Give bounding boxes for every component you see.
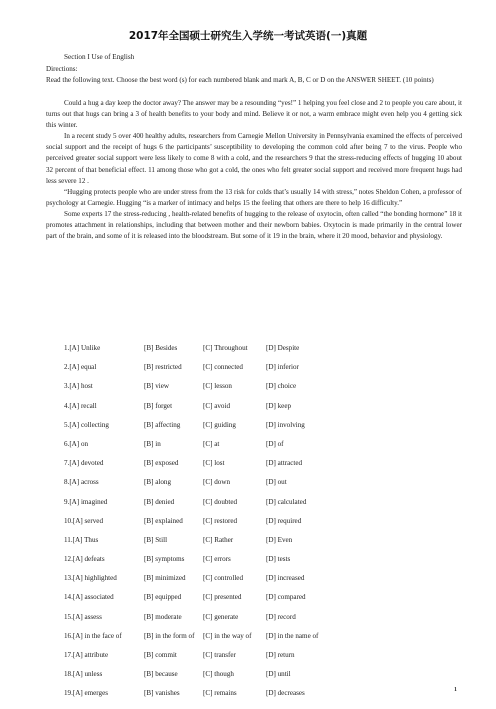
option-a: 19.[A] emerges — [64, 689, 108, 698]
directions-text: Read the following text. Choose the best word (s) for each numbered blank and mark A, B, C or D on the ANSWER SHEET. (10 points) — [46, 76, 434, 85]
option-c: [C] doubted — [203, 497, 238, 506]
option-row — [64, 382, 444, 401]
paragraph-4: Some experts 17 the stress-reducing , health-related benefits of hugging to the release of oxytocin, often called “the bonding hormone” 18 it promotes attachment in relationships, including that between mother and their newborn babies. Oxytocin is made primarily in the central lower part of the brain, and some of it is released into the bloodstream. But some of it 19 in the brain, where it 20 mood, behavior and physiology. — [46, 209, 462, 241]
option-b: [B] vanishes — [144, 689, 180, 698]
option-row — [64, 689, 444, 708]
option-row — [64, 440, 444, 459]
option-b: [B] affecting — [144, 420, 181, 429]
option-a: 11.[A] Thus — [64, 535, 99, 544]
option-row — [64, 478, 444, 497]
option-d: [D] of — [266, 439, 284, 448]
paragraph-1: Could a hug a day keep the doctor away? The answer may be a resounding “yes!” 1 helping you feel close and 2 to people you care about, it turns out that hugs can bring a 3 of health benefits to your body and mind. Believe it or not, a warm embrace might even help you 4 getting sick this winter. — [46, 99, 462, 130]
option-row — [64, 536, 444, 555]
directions-label: Directions: — [46, 65, 78, 73]
option-c: [C] lost — [203, 459, 225, 468]
option-d: [D] choice — [266, 382, 297, 391]
option-row — [64, 498, 444, 517]
option-c: [C] errors — [203, 555, 231, 564]
passage — [46, 98, 462, 242]
paragraph-2: In a recent study 5 over 400 healthy adults, researchers from Carnegie Mellon University in Pennsylvania examined the effects of perceived social support and the receipt of hugs 6 the participants’ susceptibility to developing the common cold after being 7 to the virus. People who perceived greater social support were less likely to come 8 with a cold, and the researchers 9 that the stress-reducing effects of hugging 10 about 32 percent of that beneficial effect. 11 among those who got a cold, the ones who felt greater social support and received more frequent hugs had less severe 12 . — [46, 132, 462, 185]
option-b: [B] because — [144, 670, 178, 679]
option-a: 7.[A] devoted — [64, 459, 104, 468]
option-row — [64, 402, 444, 421]
option-row — [64, 613, 444, 632]
option-b: [B] restricted — [144, 363, 182, 372]
option-d: [D] inferior — [266, 363, 299, 372]
option-d: [D] increased — [266, 574, 305, 583]
option-a: 14.[A] associated — [64, 593, 114, 602]
option-row — [64, 593, 444, 612]
option-row — [64, 670, 444, 689]
option-d: [D] return — [266, 651, 295, 659]
option-c: [C] guiding — [203, 420, 236, 429]
option-d: [D] required — [266, 516, 302, 525]
option-c: [C] lesson — [203, 382, 232, 391]
option-c: [C] restored — [203, 516, 238, 525]
option-row — [64, 421, 444, 440]
option-b: [B] minimized — [144, 574, 186, 583]
option-c: [C] at — [203, 439, 220, 448]
option-b: [B] in the form of — [144, 631, 195, 640]
option-c: [C] controlled — [203, 574, 243, 583]
paragraph-3: “Hugging protects people who are under stress from the 13 risk for colds that’s usually 14 with stress,” notes Sheldon Cohen, a professor of psychology at Carnegie. Hugging “is a marker of intimacy and helps 15 the feeling that others are there to help 16 difficulty.” — [46, 187, 462, 207]
answer-options — [64, 344, 444, 709]
option-row — [64, 517, 444, 536]
option-d: [D] compared — [266, 593, 306, 602]
option-b: [B] forget — [144, 401, 173, 410]
option-a: 18.[A] unless — [64, 670, 103, 679]
option-d: [D] involving — [266, 420, 305, 429]
option-row — [64, 363, 444, 382]
option-b: [B] along — [144, 478, 171, 487]
option-row — [64, 574, 444, 593]
option-a: 5.[A] collecting — [64, 420, 109, 429]
option-d: [D] record — [266, 612, 296, 621]
option-d: [D] keep — [266, 401, 292, 410]
option-b: [B] equipped — [144, 593, 182, 602]
option-c: [C] generate — [203, 612, 239, 621]
option-c: [C] transfer — [203, 651, 236, 659]
option-a: 13.[A] highlighted — [64, 574, 117, 583]
option-b: [B] moderate — [144, 612, 182, 621]
option-d: [D] Even — [266, 535, 293, 544]
option-c: [C] connected — [203, 363, 243, 372]
option-d: [D] in the name of — [266, 631, 319, 640]
option-c: [C] in the way of — [203, 631, 252, 640]
option-d: [D] calculated — [266, 497, 307, 506]
option-a: 6.[A] on — [64, 439, 89, 448]
option-b: [B] commit — [144, 651, 177, 659]
option-d: [D] Despite — [266, 344, 300, 352]
section-heading: Section I Use of English — [64, 53, 135, 61]
option-c: [C] Rather — [203, 535, 234, 544]
option-row — [64, 459, 444, 478]
option-c: [C] remains — [203, 689, 237, 698]
option-b: [B] exposed — [144, 459, 179, 468]
option-a: 9.[A] imagined — [64, 497, 108, 506]
option-row — [64, 651, 444, 670]
exam-title: 2017年全国硕士研究生入学统一考试英语(一)真题 — [128, 30, 368, 42]
option-b: [B] Besides — [144, 344, 178, 352]
option-b: [B] Still — [144, 535, 168, 544]
option-a: 8.[A] across — [64, 478, 99, 487]
option-a: 15.[A] assess — [64, 612, 102, 621]
option-a: 16.[A] in the face of — [64, 631, 122, 640]
option-b: [B] view — [144, 382, 170, 391]
option-b: [B] symptoms — [144, 555, 185, 564]
option-d: [D] until — [266, 670, 291, 679]
option-a: 3.[A] host — [64, 382, 93, 391]
option-b: [B] explained — [144, 516, 183, 525]
directions-block — [46, 64, 462, 86]
option-c: [C] presented — [203, 593, 242, 602]
option-b: [B] denied — [144, 497, 175, 506]
option-a: 12.[A] defeats — [64, 555, 105, 564]
option-b: [B] in — [144, 439, 161, 448]
option-a: 10.[A] served — [64, 516, 104, 525]
option-c: [C] down — [203, 478, 230, 487]
option-row — [64, 555, 444, 574]
page-number: 1 — [454, 687, 457, 693]
option-a: 17.[A] attribute — [64, 651, 109, 659]
option-row — [64, 632, 444, 651]
option-a: 4.[A] recall — [64, 401, 97, 410]
option-d: [D] decreases — [266, 689, 305, 698]
option-d: [D] attracted — [266, 459, 303, 468]
option-a: 1.[A] Unlike — [64, 344, 101, 352]
option-c: [C] Throughout — [203, 344, 248, 352]
option-row — [64, 344, 444, 363]
option-c: [C] avoid — [203, 401, 230, 410]
option-a: 2.[A] equal — [64, 363, 97, 372]
option-d: [D] out — [266, 478, 287, 487]
option-c: [C] though — [203, 670, 234, 679]
option-d: [D] tests — [266, 555, 291, 564]
